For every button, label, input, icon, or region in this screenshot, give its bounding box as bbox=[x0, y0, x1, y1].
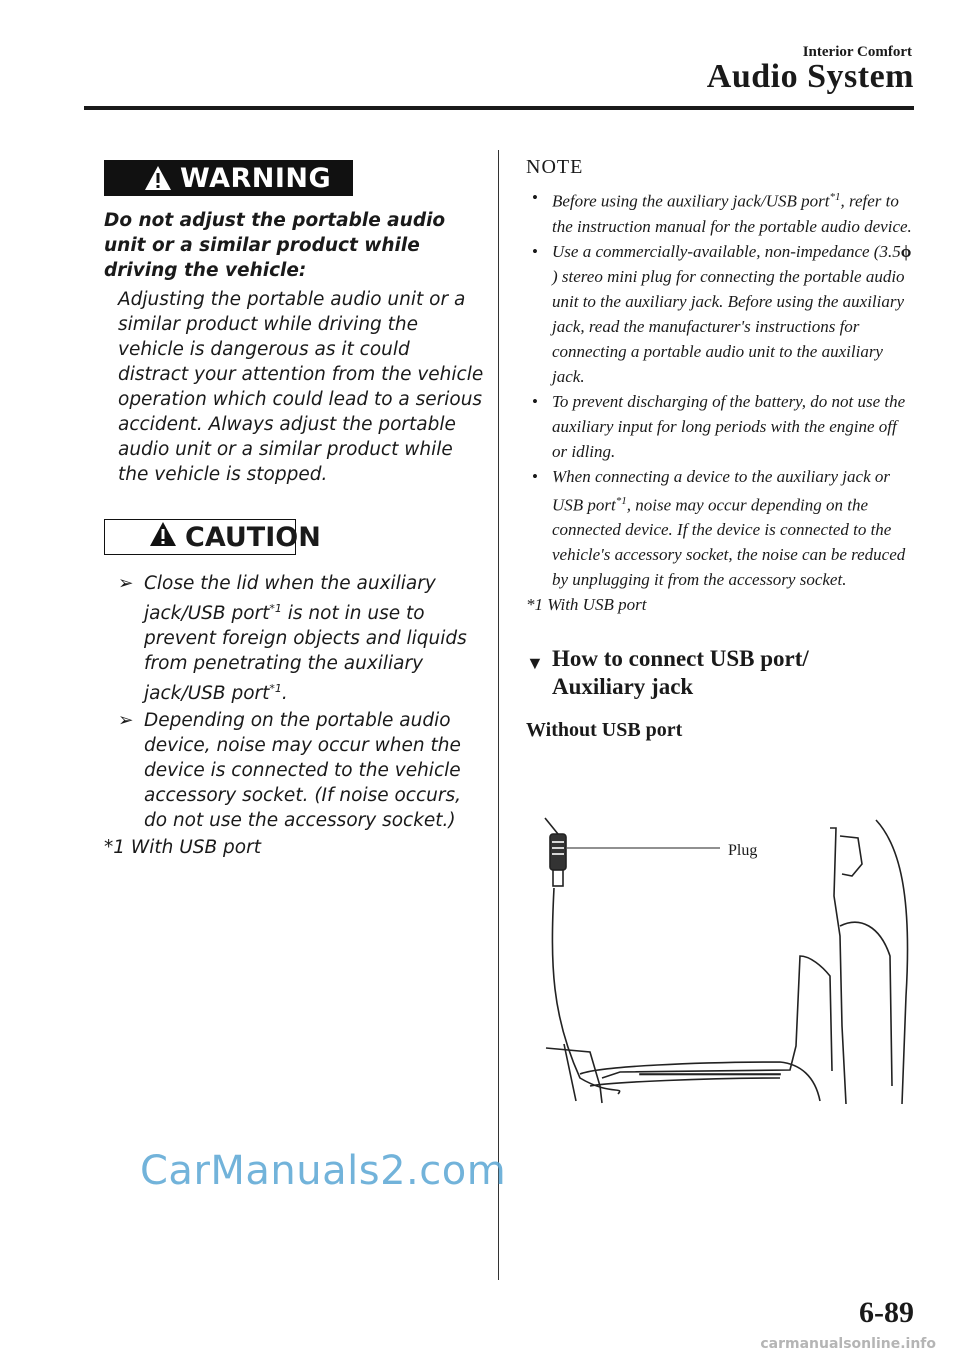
arrow-bullet-icon: ➢ bbox=[118, 573, 134, 594]
plug-label: Plug bbox=[728, 842, 758, 859]
section-heading: ▼ How to connect USB port/ Auxiliary jack bbox=[526, 646, 809, 700]
note-item: • When connecting a device to the auxiliary jack or USB port$^{*1}$, noise may occur depending on the connected device. If the device is connected to the vehicle's accessory socket, the noise can be reduced by unplugging it from the accessory socket. bbox=[526, 464, 916, 593]
note-title: NOTE bbox=[526, 156, 584, 178]
caution-item: ➢ Close the lid when the auxiliary jack/USB port$^{*1}$ is not in use to prevent foreign objects and liquids from penetrating the auxiliary jack/USB port$^{*1}$. bbox=[118, 573, 467, 705]
note-footnote: *1 With USB port bbox=[526, 595, 647, 615]
section-triangle-icon: ▼ bbox=[526, 653, 544, 674]
site-watermark: carmanualsonline.info bbox=[760, 1336, 936, 1352]
page-number: 6-89 bbox=[859, 1296, 914, 1329]
note-item: • To prevent discharging of the battery, do not use the auxiliary input for long periods with the engine off or idling. bbox=[526, 389, 916, 464]
warning-heading: Do not adjust the portable audio unit or a similar product while driving the vehicle: bbox=[104, 210, 446, 281]
section-subheading: Without USB port bbox=[526, 719, 683, 742]
bullet-icon: • bbox=[532, 391, 538, 411]
header-section-name: Interior Comfort bbox=[802, 44, 912, 60]
caution-label bbox=[104, 519, 321, 555]
left-column bbox=[104, 160, 484, 860]
right-column bbox=[526, 156, 916, 742]
warning-label-text: WARNING bbox=[180, 162, 332, 194]
column-divider bbox=[498, 150, 499, 1280]
warning-body: Adjusting the portable audio unit or a similar product while driving the vehicle is dangerous as it could distract your attention from the vehicle operation which could lead to a serious accident. Always adjust the portable audio unit or a similar product while the vehicle is stopped. bbox=[118, 289, 484, 485]
warning-label bbox=[104, 160, 353, 196]
page-title: Audio System bbox=[706, 58, 914, 95]
caution-list bbox=[104, 571, 484, 833]
bullet-icon: • bbox=[532, 241, 538, 261]
bullet-icon: • bbox=[532, 466, 538, 486]
warning-triangle-icon bbox=[144, 165, 172, 191]
caution-label-text: CAUTION bbox=[185, 521, 321, 553]
console-aux-jack-illustration bbox=[540, 816, 910, 1106]
header-divider bbox=[84, 106, 914, 110]
note-list bbox=[526, 185, 916, 592]
caution-triangle-icon bbox=[149, 521, 177, 554]
caution-footnote: *1 With USB port bbox=[104, 837, 261, 859]
arrow-bullet-icon: ➢ bbox=[118, 710, 134, 732]
bullet-icon: • bbox=[532, 188, 538, 207]
note-item: • Before using the auxiliary jack/USB port$^{*1}$, refer to the instruction manual for the portable audio device. bbox=[526, 185, 916, 239]
note-item: • Use a commercially-available, non-impedance (3.5ϕ ) stereo mini plug for connecting the portable audio unit to the auxiliary jack. Before using the auxiliary jack, read the manufacturer's instructions for connecting a portable audio unit to the auxiliary jack. bbox=[526, 239, 916, 389]
watermark-link[interactable]: CarManuals2.com bbox=[140, 1148, 507, 1194]
caution-item: ➢ Depending on the portable audio device, noise may occur when the device is connected to the vehicle accessory socket. (If noise occurs, do not use the accessory socket.) bbox=[118, 710, 461, 832]
